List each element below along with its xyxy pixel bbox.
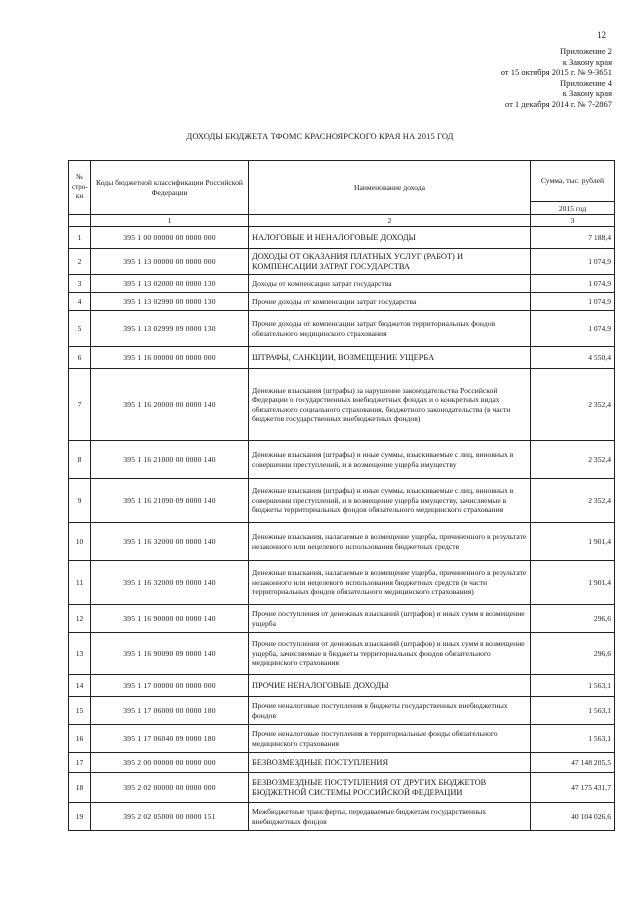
header-sum: Сумма, тыс. рублей xyxy=(531,161,615,202)
row-number-cell: 4 xyxy=(69,293,91,311)
row-number-cell: 3 xyxy=(69,275,91,293)
sum-cell: 1 074,9 xyxy=(531,293,615,311)
sum-cell: 1 074,9 xyxy=(531,275,615,293)
row-number-cell: 10 xyxy=(69,523,91,561)
income-name-cell: Прочие поступления от денежных взысканий (штрафов) и иных сумм в возмещение ущерба, зачисляемые в бюджеты территориальных фондов обязательного медицинского страхования xyxy=(249,633,531,675)
attachment-line: от 15 октября 2015 г. № 9-3651 xyxy=(500,67,612,78)
table-row xyxy=(69,753,615,773)
row-number-cell: 15 xyxy=(69,697,91,725)
row-number-cell: 11 xyxy=(69,561,91,605)
income-table xyxy=(68,160,615,831)
table-row xyxy=(69,479,615,523)
index-cell: 3 xyxy=(531,215,615,227)
table-row xyxy=(69,561,615,605)
sum-cell: 4 550,4 xyxy=(531,347,615,369)
classification-code-cell: 395 1 17 00000 00 0000 000 xyxy=(91,675,249,697)
classification-code-cell: 395 1 16 32000 00 0000 140 xyxy=(91,523,249,561)
table-row xyxy=(69,725,615,753)
sum-cell: 40 104 026,6 xyxy=(531,803,615,831)
row-number-cell: 18 xyxy=(69,773,91,803)
sum-cell: 2 352,4 xyxy=(531,369,615,441)
table-row xyxy=(69,633,615,675)
income-name-cell: Денежные взыскания, налагаемые в возмещение ущерба, причиненного в результате незаконного или нецелевого использования бюджетных средств xyxy=(249,523,531,561)
table-row xyxy=(69,803,615,831)
classification-code-cell: 395 1 00 00000 00 0000 000 xyxy=(91,227,249,249)
income-name-cell: Доходы от компенсации затрат государства xyxy=(249,275,531,293)
income-name-cell: БЕЗВОЗМЕЗДНЫЕ ПОСТУПЛЕНИЯ ОТ ДРУГИХ БЮДЖЕТОВ БЮДЖЕТНОЙ СИСТЕМЫ РОССИЙСКОЙ ФЕДЕРАЦИИ xyxy=(249,773,531,803)
sum-cell: 1 563,1 xyxy=(531,725,615,753)
row-number-cell: 5 xyxy=(69,311,91,347)
classification-code-cell: 395 1 16 00000 00 0000 000 xyxy=(91,347,249,369)
classification-code-cell: 395 1 16 21000 00 0000 140 xyxy=(91,441,249,479)
row-number-cell: 14 xyxy=(69,675,91,697)
table-body xyxy=(69,227,615,831)
header-year: 2015 год xyxy=(531,202,615,215)
classification-code-cell: 395 1 16 90090 09 0000 140 xyxy=(91,633,249,675)
row-number-cell: 19 xyxy=(69,803,91,831)
income-name-cell: НАЛОГОВЫЕ И НЕНАЛОГОВЫЕ ДОХОДЫ xyxy=(249,227,531,249)
income-name-cell: Прочие доходы от компенсации затрат бюджетов территориальных фондов обязательного медицинского страхования xyxy=(249,311,531,347)
table-row xyxy=(69,523,615,561)
sum-cell: 1 901,4 xyxy=(531,523,615,561)
sum-cell: 1 563,1 xyxy=(531,697,615,725)
income-name-cell: Денежные взыскания (штрафы) и иные суммы, взыскиваемые с лиц, виновных в совершении преступлений, и в возмещение ущерба имуществу xyxy=(249,441,531,479)
row-number-cell: 8 xyxy=(69,441,91,479)
row-number-cell: 12 xyxy=(69,605,91,633)
table-row xyxy=(69,347,615,369)
sum-cell: 47 175 431,7 xyxy=(531,773,615,803)
sum-cell: 47 148 205,5 xyxy=(531,753,615,773)
row-number-cell: 7 xyxy=(69,369,91,441)
index-cell: 1 xyxy=(91,215,249,227)
classification-code-cell: 395 2 02 05000 00 0000 151 xyxy=(91,803,249,831)
income-name-cell: Прочие доходы от компенсации затрат государства xyxy=(249,293,531,311)
sum-cell: 1 901,4 xyxy=(531,561,615,605)
row-number-cell: 16 xyxy=(69,725,91,753)
sum-cell: 296,6 xyxy=(531,633,615,675)
table-row xyxy=(69,249,615,275)
attachment-line: к Закону края xyxy=(562,56,612,67)
row-number-cell: 13 xyxy=(69,633,91,675)
sum-cell: 1 074,9 xyxy=(531,249,615,275)
classification-code-cell: 395 1 13 00000 00 0000 000 xyxy=(91,249,249,275)
table-row xyxy=(69,293,615,311)
index-cell: 2 xyxy=(249,215,531,227)
table-row xyxy=(69,773,615,803)
income-name-cell: Денежные взыскания (штрафы) за нарушение законодательства Российской Федерации о государственных внебюджетных фондах и о конкретных видах обязательного социального страхования, бюджетного законодательства (в части бюджетов государственных внебюджетных фондов) xyxy=(249,369,531,441)
classification-code-cell: 395 2 00 00000 00 0000 000 xyxy=(91,753,249,773)
attachment-line: от 1 декабря 2014 г. № 7-2867 xyxy=(504,98,612,109)
header-row-number: № стро-ки xyxy=(69,161,91,215)
income-name-cell: БЕЗВОЗМЕЗДНЫЕ ПОСТУПЛЕНИЯ xyxy=(249,753,531,773)
classification-code-cell: 395 1 16 21090 09 0000 140 xyxy=(91,479,249,523)
income-name-cell: ПРОЧИЕ НЕНАЛОГОВЫЕ ДОХОДЫ xyxy=(249,675,531,697)
row-number-cell: 1 xyxy=(69,227,91,249)
classification-code-cell: 395 1 13 02990 00 0000 130 xyxy=(91,293,249,311)
income-name-cell: Денежные взыскания (штрафы) и иные суммы, взыскиваемые с лиц, виновных в совершении преступлений, и в возмещение ущерба имуществу, зачисляемые в бюджеты территориальных фондов обязательного медицинского страхования xyxy=(249,479,531,523)
row-number-cell: 9 xyxy=(69,479,91,523)
table-row xyxy=(69,605,615,633)
classification-code-cell: 395 1 16 20000 00 0000 140 xyxy=(91,369,249,441)
header-income-name: Наименование дохода xyxy=(249,161,531,215)
sum-cell: 2 352,4 xyxy=(531,479,615,523)
income-name-cell: Денежные взыскания, налагаемые в возмещение ущерба, причиненного в результате незаконного или нецелевого использования бюджетных средств (в части территориальных фондов обязательного медицинского страхования) xyxy=(249,561,531,605)
index-cell-empty xyxy=(69,215,91,227)
classification-code-cell: 395 1 16 32000 09 0000 140 xyxy=(91,561,249,605)
income-name-cell: ШТРАФЫ, САНКЦИИ, ВОЗМЕЩЕНИЕ УЩЕРБА xyxy=(249,347,531,369)
table-row xyxy=(69,369,615,441)
attachment-line: к Закону края xyxy=(562,88,612,99)
table-row xyxy=(69,697,615,725)
attachment-line: Приложение 2 xyxy=(560,46,612,56)
income-name-cell: ДОХОДЫ ОТ ОКАЗАНИЯ ПЛАТНЫХ УСЛУГ (РАБОТ) И КОМПЕНСАЦИИ ЗАТРАТ ГОСУДАРСТВА xyxy=(249,249,531,275)
attachment-note xyxy=(501,46,612,110)
header-code: Коды бюджетной классификации Российской Федерации xyxy=(91,161,249,215)
sum-cell: 1 074,9 xyxy=(531,311,615,347)
classification-code-cell: 395 1 13 02000 00 0000 130 xyxy=(91,275,249,293)
page-number: 12 xyxy=(597,30,606,40)
row-number-cell: 2 xyxy=(69,249,91,275)
table-row xyxy=(69,311,615,347)
classification-code-cell: 395 1 17 06040 09 0000 180 xyxy=(91,725,249,753)
table-row xyxy=(69,275,615,293)
attachment-line: Приложение 4 xyxy=(560,77,612,88)
table-row xyxy=(69,227,615,249)
row-number-cell: 6 xyxy=(69,347,91,369)
income-name-cell: Прочие неналоговые поступления в территориальные фонды обязательного медицинского страхования xyxy=(249,725,531,753)
table-row xyxy=(69,675,615,697)
row-number-cell: 17 xyxy=(69,753,91,773)
classification-code-cell: 395 1 17 06000 00 0000 180 xyxy=(91,697,249,725)
sum-cell: 1 563,1 xyxy=(531,675,615,697)
classification-code-cell: 395 1 13 02999 09 0000 130 xyxy=(91,311,249,347)
classification-code-cell: 395 1 16 90000 00 0000 140 xyxy=(91,605,249,633)
document-title: ДОХОДЫ БЮДЖЕТА ТФОМС КРАСНОЯРСКОГО КРАЯ НА 2015 ГОД xyxy=(186,131,454,141)
classification-code-cell: 395 2 02 00000 00 0000 000 xyxy=(91,773,249,803)
income-name-cell: Прочие неналоговые поступления в бюджеты государственных внебюджетных фондов xyxy=(249,697,531,725)
income-name-cell: Прочие поступления от денежных взысканий (штрафов) и иных сумм в возмещение ущерба xyxy=(249,605,531,633)
table-row xyxy=(69,441,615,479)
sum-cell: 7 188,4 xyxy=(531,227,615,249)
sum-cell: 296,6 xyxy=(531,605,615,633)
sum-cell: 2 352,4 xyxy=(531,441,615,479)
income-name-cell: Межбюджетные трансферты, передаваемые бюджетам государственных внебюджетных фондов xyxy=(249,803,531,831)
